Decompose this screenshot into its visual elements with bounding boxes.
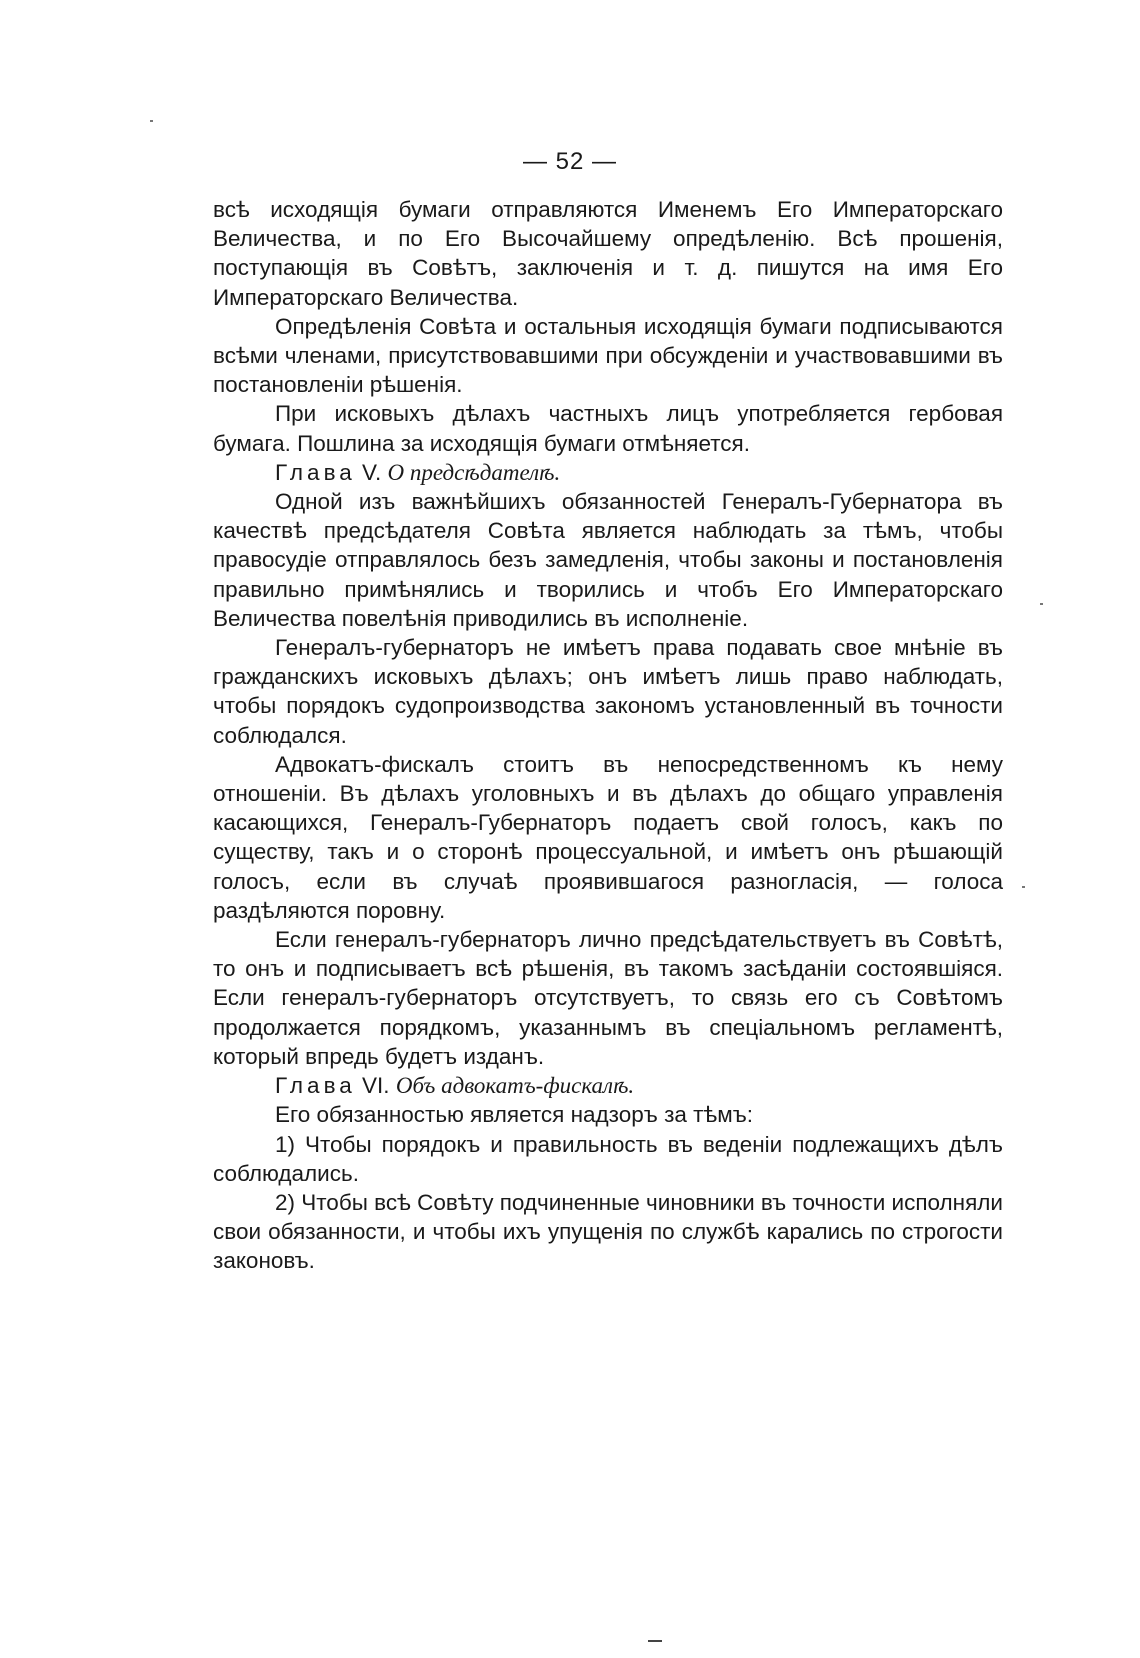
chapter-heading-6 [213, 1071, 1003, 1100]
scan-speck [1022, 886, 1025, 888]
chapter-label: Глава [275, 1073, 356, 1099]
scan-mark [648, 1640, 662, 1642]
list-item: 1) Чтобы порядокъ и правильность въ веденіи подлежащихъ дѣлъ соблюдались. [213, 1131, 1003, 1186]
chapter-title: О предсѣдателѣ. [387, 459, 561, 485]
paragraph: Адвокатъ-фискалъ стоитъ въ непосредственномъ къ нему отношеніи. Въ дѣлахъ уголовныхъ и въ дѣлахъ до общаго управленія касающихся, Генералъ-Губернаторъ подаетъ свой голосъ, какъ по существу, такъ и о сторонѣ процессуальной, и имѣетъ онъ рѣшающій голосъ, если въ случаѣ проявившагося разногласія, — голоса раздѣляются поровну. [213, 751, 1003, 923]
list-item: 2) Чтобы всѣ Совѣту подчиненные чиновники въ точности исполняли свои обязанности, и чтобы ихъ упущенія по службѣ карались по строгости законовъ. [213, 1189, 1003, 1274]
paragraph: При исковыхъ дѣлахъ частныхъ лицъ употребляется гербовая бумага. Пошлина за исходящія бумаги отмѣняется. [213, 401, 1003, 456]
chapter-heading-5 [213, 458, 1003, 487]
paragraph: Его обязанностью является надзоръ за тѣмъ: [275, 1102, 754, 1128]
scan-speck [1040, 603, 1043, 605]
paragraph: всѣ исходящія бумаги отправляются Именемъ Его Императорскаго Величества, и по Его Высочайшему опредѣленію. Всѣ прошенія, поступающія въ Совѣтъ, заключенія и т. д. пишутся на имя Его Императорскаго Величества. [213, 197, 1003, 310]
chapter-title: Объ адвокатъ-фискалѣ. [395, 1073, 635, 1099]
paragraph: Опредѣленія Совѣта и остальныя исходящія бумаги подписываются всѣми членами, присутствовавшими при обсужденіи и участвовавшими въ постановленіи рѣшенія. [213, 313, 1003, 398]
chapter-number: V. [362, 459, 382, 485]
chapter-label: Глава [275, 459, 356, 485]
paragraph: Одной изъ важнѣйшихъ обязанностей Генералъ-Губернатора въ качествѣ предсѣдателя Совѣта является наблюдать за тѣмъ, чтобы правосудіе отправлялось безъ замедленія, чтобы законы и постановленія правильно примѣнялись и творились и чтобъ Его Императорскаго Величества повелѣнія приводились въ исполненіе. [213, 489, 1003, 631]
chapter-number: VI. [362, 1073, 390, 1099]
page-number: — 52 — [522, 148, 618, 175]
page-body [213, 195, 1003, 1276]
paragraph: Генералъ-губернаторъ не имѣетъ права подавать свое мнѣніе въ гражданскихъ исковыхъ дѣлахъ; онъ имѣетъ лишь право наблюдать, чтобы порядокъ судопроизводства закономъ установленный въ точности соблюдался. [213, 635, 1003, 748]
paragraph: Если генералъ-губернаторъ лично предсѣдательствуетъ въ Совѣтѣ, то онъ и подписываетъ всѣ рѣшенія, въ такомъ засѣданіи состоявшіяся. Если генералъ-губернаторъ отсутствуетъ, то связь его съ Совѣтомъ продолжается порядкомъ, указаннымъ въ спеціальномъ регламентѣ, который впредь будетъ изданъ. [213, 927, 1003, 1069]
scan-speck [150, 120, 153, 122]
